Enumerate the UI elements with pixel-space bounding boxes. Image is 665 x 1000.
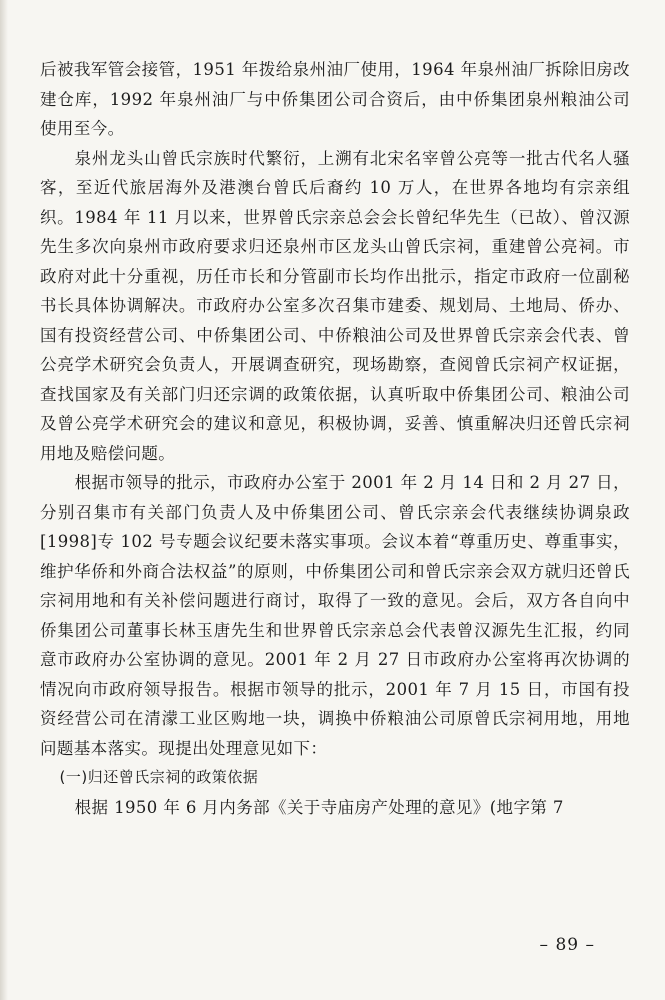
scan-edge-shadow — [0, 0, 8, 1000]
paragraph-1: 后被我军管会接管，1951 年拨给泉州油厂使用，1964 年泉州油厂拆除旧房改建仓库，1992 年泉州油厂与中侨集团公司合资后，由中侨集团泉州粮油公司使用至今。 — [40, 60, 630, 138]
paragraph-4: 根据 1950 年 6 月内务部《关于寺庙房产处理的意见》(地字第 7 — [74, 797, 564, 817]
page-number: – 89 – — [539, 935, 595, 955]
section-heading: (一)归还曾氏宗祠的政策依据 — [59, 768, 259, 786]
paragraph-2: 泉州龙头山曾氏宗族时代繁衍，上溯有北宋名宰曾公亮等一批古代名人骚客，至近代旅居海外及港澳台曾氏后裔约 10 万人，在世界各地均有宗亲组织。1984 年 11 月以来，世界曾氏宗亲总会会长曾纪华先生（已故）、曾汉源先生多次向泉州市政府要求归还泉州市区龙头山曾氏宗祠，重建曾公亮祠。市政府对此十分重视，历任市长和分管副市长均作出批示，指定市政府一位副秘书长具体协调解决。市政府办公室多次召集市建委、规划局、土地局、侨办、国有投资经营公司、中侨集团公司、中侨粮油公司及世界曾氏宗亲会代表、曾公亮学术研究会负责人，开展调查研究，现场勘察，查阅曾氏宗祠产权证据，查找国家及有关部门归还宗调的政策依据，认真听取中侨集团公司、粮油公司及曾公亮学术研究会的建议和意见，积极协调，妥善、慎重解决归还曾氏宗祠用地及赔偿问题。 — [40, 148, 630, 463]
body-text — [40, 55, 630, 822]
paragraph-3: 根据市领导的批示，市政府办公室于 2001 年 2 月 14 日和 2 月 27 日，分别召集市有关部门负责人及中侨集团公司、曾氏宗亲会代表继续协调泉政[1998]专 102 号专题会议纪要未落实事项。会议本着“尊重历史、尊重事实，维护华侨和外商合法权益”的原则，中侨集团公司和曾氏宗亲会双方就归还曾氏宗祠用地和有关补偿问题进行商讨，取得了一致的意见。会后，双方各自向中侨集团公司董事长林玉唐先生和世界曾氏宗亲总会代表曾汉源先生汇报，约同意市政府办公室协调的意见。2001 年 2 月 27 日市政府办公室将再次协调的情况向市政府领导报告。根据市领导的批示，2001 年 7 月 15 日，市国有投资经营公司在清濛工业区购地一块，调换中侨粮油公司原曾氏宗祠用地，用地问题基本落实。现提出处理意见如下： — [40, 473, 630, 758]
